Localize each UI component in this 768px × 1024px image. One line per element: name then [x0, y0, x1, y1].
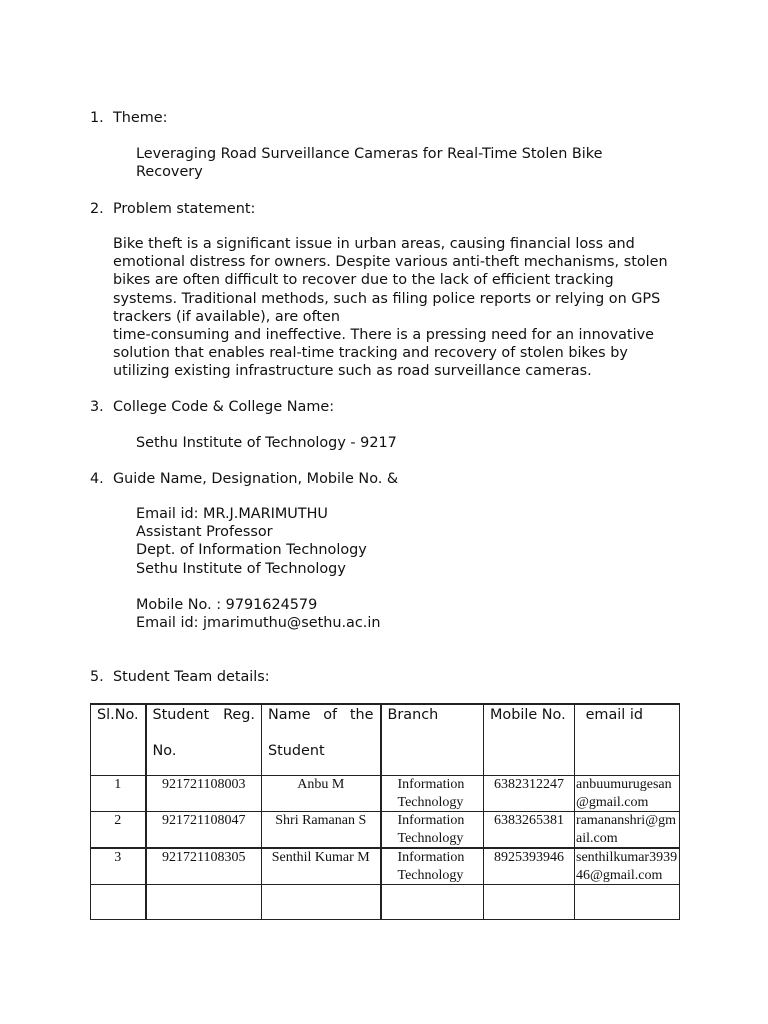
cell-email: anbuumurugesan@gmail.com: [575, 776, 680, 812]
header-reg-line-2: No.: [152, 743, 177, 759]
section-4-number: 4.: [90, 471, 104, 487]
header-name-word-1: Name: [268, 707, 311, 723]
guide-institute: Sethu Institute of Technology: [136, 561, 346, 577]
section-2-title: Problem statement:: [113, 201, 256, 217]
header-slno: Sl.No.: [91, 704, 146, 776]
cell-branch: Information Technology: [381, 776, 484, 812]
cell-empty: [146, 885, 262, 920]
section-1-title: Theme:: [113, 110, 168, 126]
section-1-number: 1.: [90, 110, 104, 126]
header-mobile: Mobile No.: [484, 704, 575, 776]
problem-statement-text: Bike theft is a significant issue in urban areas, causing financial loss and emotional distress for owners. Despite various anti-theft mechanisms, stolen bikes are often difficult to recover due to the lack of efficient tracking systems. Traditional methods, such as filing police reports or relying on GPS trackers (if available), are often time-consuming and ineffective. There is a pressing need for an innovative solution that enables real-time tracking and recovery of stolen bikes by utilizing existing infrastructure such as road surveillance cameras.: [113, 236, 668, 380]
cell-empty: [381, 885, 484, 920]
theme-line-1: Leveraging Road Surveillance Cameras for Real-Time Stolen Bike: [136, 146, 603, 162]
table-row-empty: [91, 885, 680, 920]
table-header-row: [91, 704, 680, 776]
header-name-line-2: Student: [268, 743, 325, 759]
section-5-title: Student Team details:: [113, 669, 270, 685]
section-5-number: 5.: [90, 669, 104, 685]
cell-mobile: 6383265381: [484, 812, 575, 849]
guide-designation: Assistant Professor: [136, 524, 273, 540]
table-row: [91, 776, 680, 812]
cell-branch: Information Technology: [381, 848, 484, 885]
cell-mobile: 6382312247: [484, 776, 575, 812]
cell-student-name: Senthil Kumar M: [262, 848, 381, 885]
guide-mobile: Mobile No. : 9791624579: [136, 597, 318, 613]
section-3-title: College Code & College Name:: [113, 399, 335, 415]
section-2-number: 2.: [90, 201, 104, 217]
header-student-name: [262, 704, 381, 776]
section-4-title: Guide Name, Designation, Mobile No. &: [113, 471, 399, 487]
cell-reg-no: 921721108003: [146, 776, 262, 812]
cell-student-name: Shri Ramanan S: [262, 812, 381, 849]
header-reg-word-2: Reg.: [223, 707, 255, 723]
cell-student-name: Anbu M: [262, 776, 381, 812]
header-name-word-2: of: [323, 707, 338, 723]
guide-email-name-line: Email id: MR.J.MARIMUTHU: [136, 506, 328, 522]
theme-line-2: Recovery: [136, 164, 203, 180]
header-branch: Branch: [381, 704, 484, 776]
cell-slno: 1: [91, 776, 146, 812]
guide-email: Email id: jmarimuthu@sethu.ac.in: [136, 615, 381, 631]
cell-empty: [575, 885, 680, 920]
header-email: email id: [575, 704, 680, 776]
header-reg-word-1: Student: [152, 707, 210, 723]
guide-dept: Dept. of Information Technology: [136, 542, 367, 558]
cell-empty: [91, 885, 146, 920]
cell-email: senthilkumar393946@gmail.com: [575, 848, 680, 885]
cell-empty: [484, 885, 575, 920]
cell-branch: Information Technology: [381, 812, 484, 849]
cell-email: ramananshri@gmail.com: [575, 812, 680, 849]
table-row: [91, 812, 680, 849]
cell-reg-no: 921721108047: [146, 812, 262, 849]
cell-slno: 3: [91, 848, 146, 885]
cell-slno: 2: [91, 812, 146, 849]
cell-reg-no: 921721108305: [146, 848, 262, 885]
section-3-number: 3.: [90, 399, 104, 415]
header-name-word-3: the: [349, 707, 374, 723]
header-reg-no: [146, 704, 262, 776]
cell-mobile: 8925393946: [484, 848, 575, 885]
college-name: Sethu Institute of Technology - 9217: [136, 435, 397, 451]
cell-empty: [262, 885, 381, 920]
table-row: [91, 848, 680, 885]
student-team-table: [90, 703, 680, 920]
